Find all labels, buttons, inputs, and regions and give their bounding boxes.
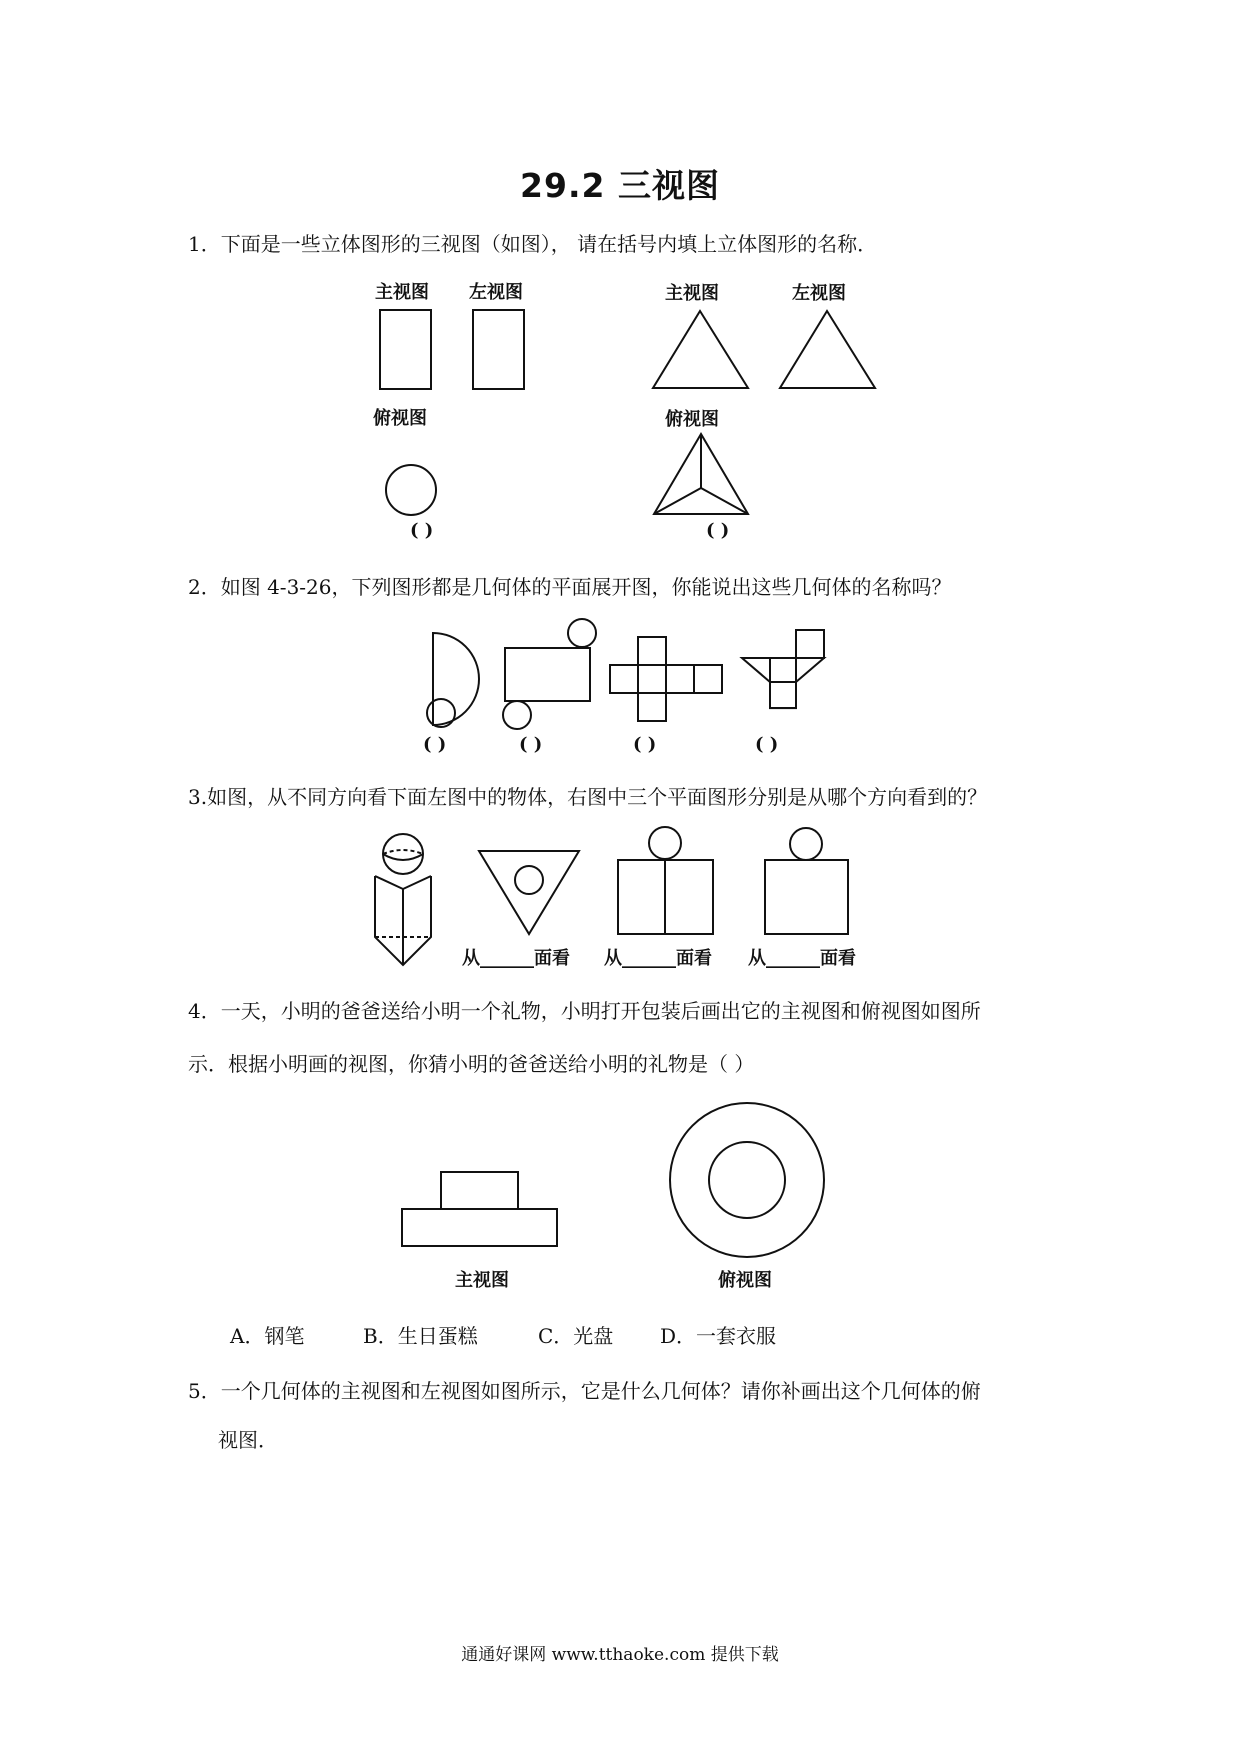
q4-option-b: B．生日蛋糕 <box>363 1324 478 1348</box>
q1-fig1-top-label: 俯视图 <box>373 408 427 429</box>
q2-cube-face <box>694 665 722 693</box>
q1-cylinder-left-rect <box>473 310 524 389</box>
q4-option-a: A．钢笔 <box>230 1324 305 1348</box>
q1-cylinder-views <box>380 310 524 515</box>
q4-front-view <box>402 1172 557 1246</box>
q1-cylinder-front-rect <box>380 310 431 389</box>
q2-prism-net <box>742 630 824 708</box>
q1-pyramid-front-triangle <box>653 311 748 388</box>
q2-answer-paren-1: ( ) <box>423 734 447 755</box>
q2-prism-face <box>770 682 796 708</box>
q3-sphere-equator <box>383 854 423 860</box>
q1-fig2-left-label: 左视图 <box>792 283 846 304</box>
q1-fig1-front-label: 主视图 <box>375 282 429 303</box>
q3-sphere <box>383 834 423 874</box>
question-5-line-1: 5．一个几何体的主视图和左视图如图所示，它是什么几何体？请你补画出这个几何体的俯 <box>188 1379 981 1403</box>
question-4-line-2: 示．根据小明画的视图，你猜小明的爸爸送给小明的礼物是（ ） <box>188 1052 755 1076</box>
q3-view2-circle <box>649 827 681 859</box>
q4-front-bottom-tier <box>402 1209 557 1246</box>
q3-view-3 <box>765 828 848 934</box>
q1-fig2-front-label: 主视图 <box>665 283 719 304</box>
q2-cylinder-bottom-circle <box>503 701 531 729</box>
q3-sphere-equator-hidden <box>383 850 423 854</box>
q3-view1-triangle <box>479 851 579 934</box>
q2-answer-paren-4: ( ) <box>755 734 779 755</box>
q3-view1-circle <box>515 866 543 894</box>
q3-blank-1: 从______面看 <box>462 948 570 969</box>
q2-prism-triangle-band <box>742 658 824 682</box>
footer-credit: 通通好课网 www.tthaoke.com 提供下载 <box>461 1645 779 1665</box>
q3-view3-rect <box>765 860 848 934</box>
q2-answer-paren-2: ( ) <box>519 734 543 755</box>
q1-fig1-answer-paren: ( ) <box>410 520 434 541</box>
q3-blank-2: 从______面看 <box>604 948 712 969</box>
q4-front-top-tier <box>441 1172 518 1209</box>
q3-view3-circle <box>790 828 822 860</box>
question-5-line-2: 视图． <box>218 1428 278 1452</box>
q4-top-view <box>670 1103 824 1257</box>
q1-cylinder-top-circle <box>386 465 436 515</box>
q2-cylinder-net <box>503 619 596 729</box>
q2-cone-base-circle <box>427 699 455 727</box>
q2-cylinder-rect <box>505 648 590 701</box>
page-title: 29.2 三视图 <box>520 166 720 205</box>
q2-cube-face <box>666 665 694 693</box>
q4-option-c: C．光盘 <box>538 1324 614 1348</box>
q3-blank-3: 从______面看 <box>748 948 856 969</box>
q4-top-inner-circle <box>709 1142 785 1218</box>
q3-object <box>375 834 431 965</box>
q1-pyramid-left-triangle <box>780 311 875 388</box>
q1-fig2-answer-paren: ( ) <box>706 520 730 541</box>
q2-cube-face <box>638 665 666 693</box>
q3-view-1 <box>479 851 579 934</box>
q1-fig1-left-label: 左视图 <box>469 282 523 303</box>
question-1-text: 1．下面是一些立体图形的三视图（如图）， 请在括号内填上立体图形的名称． <box>188 232 878 256</box>
q4-option-d: D．一套衣服 <box>660 1324 777 1348</box>
question-3-text: 3.如图，从不同方向看下面左图中的物体，右图中三个平面图形分别是从哪个方向看到的？ <box>188 785 988 809</box>
q4-top-outer-circle <box>670 1103 824 1257</box>
q2-cube-face <box>638 637 666 665</box>
q2-cube-face <box>638 693 666 721</box>
question-4-line-1: 4．一天，小明的爸爸送给小明一个礼物，小明打开包装后画出它的主视图和俯视图如图所 <box>188 999 981 1023</box>
q4-top-view-label: 俯视图 <box>718 1270 772 1291</box>
q2-cylinder-top-circle <box>568 619 596 647</box>
q2-cube-net <box>610 637 722 721</box>
q2-cube-face <box>610 665 638 693</box>
q2-cone-net <box>427 633 479 727</box>
q4-front-view-label: 主视图 <box>455 1270 509 1291</box>
q2-answer-paren-3: ( ) <box>633 734 657 755</box>
q3-prism-edge <box>403 876 431 889</box>
q1-fig2-top-label: 俯视图 <box>665 409 719 430</box>
q3-prism-edge <box>375 876 403 889</box>
question-2-text: 2．如图 4-3-26，下列图形都是几何体的平面展开图，你能说出这些几何体的名称吗？ <box>188 575 952 599</box>
q2-prism-top-square <box>796 630 824 658</box>
q3-view-2 <box>618 827 713 934</box>
q1-pyramid-views <box>653 311 875 514</box>
q2-cone-sector <box>433 633 479 725</box>
